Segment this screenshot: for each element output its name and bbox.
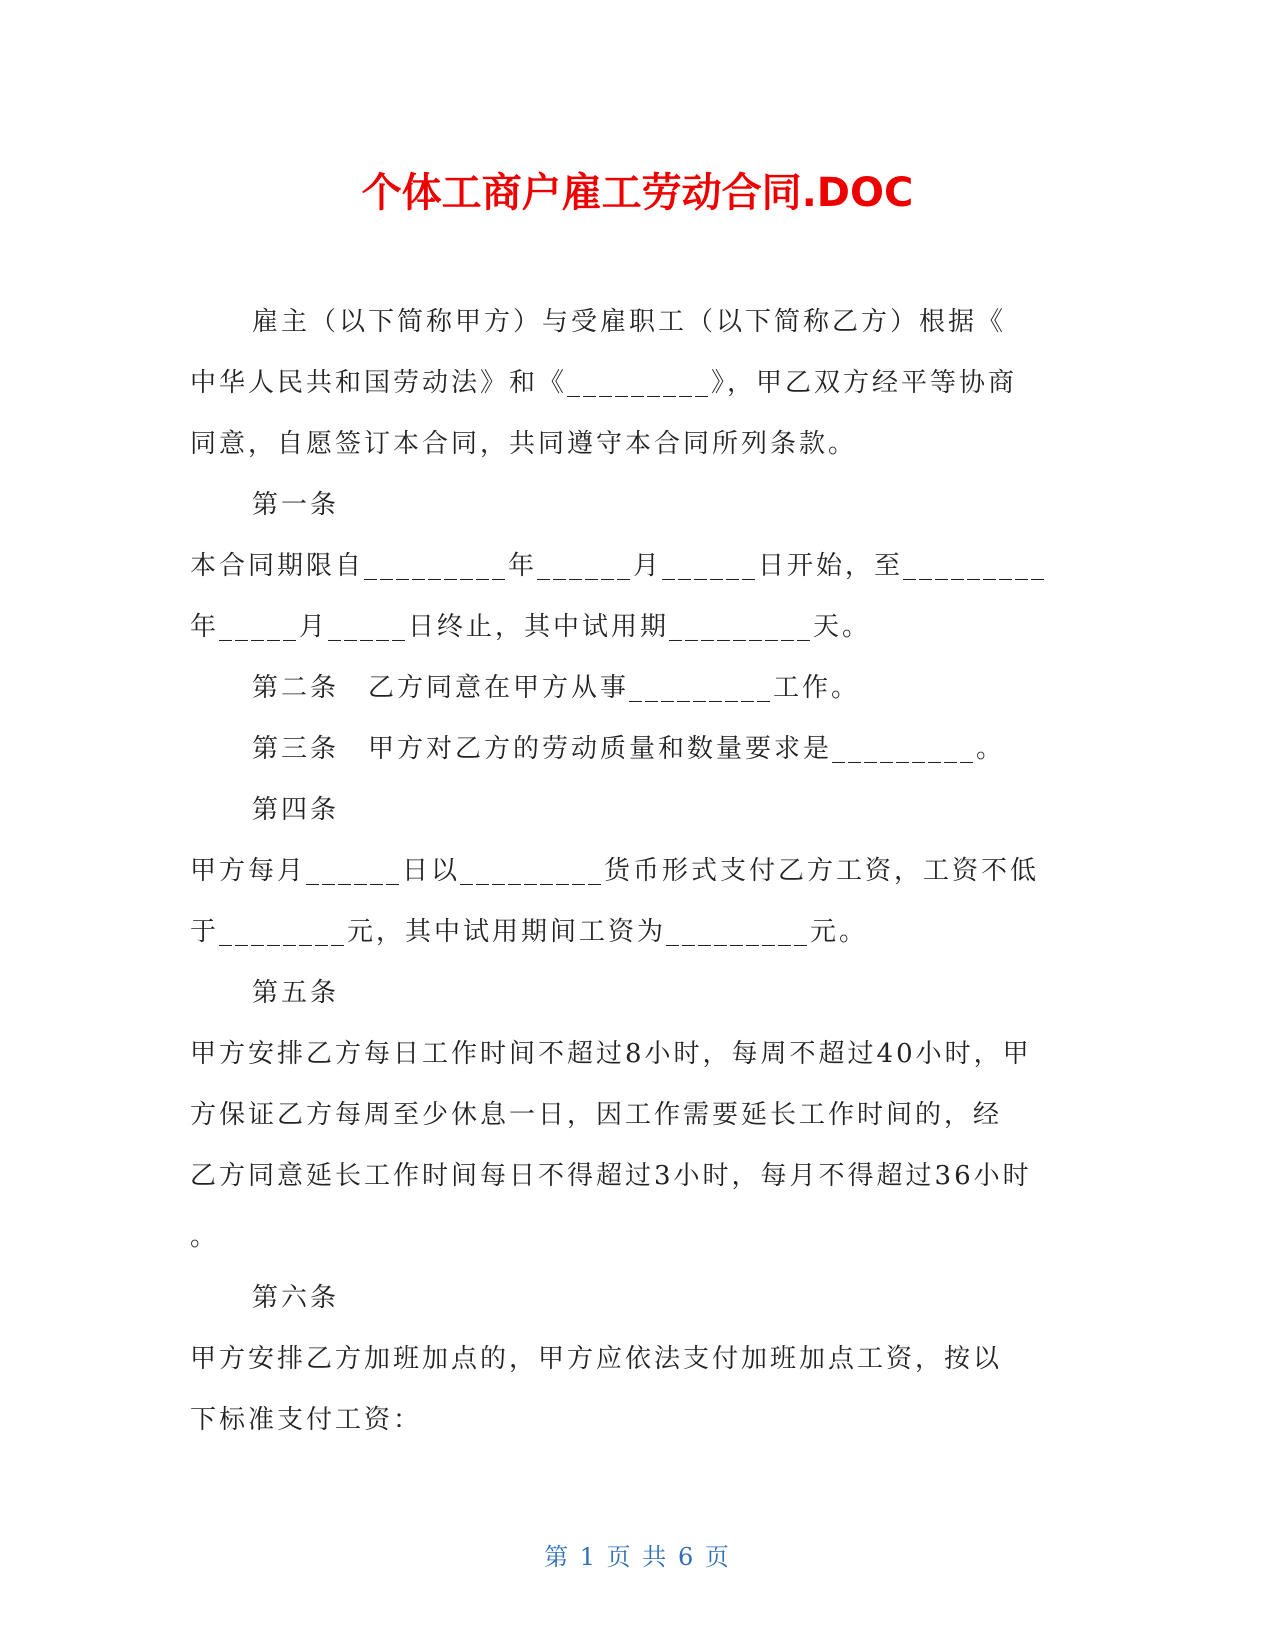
article-5-line-3: 乙方同意延长工作时间每日不得超过3小时，每月不得超过36小时 bbox=[190, 1161, 1032, 1191]
article-3: 第三条 甲方对乙方的劳动质量和数量要求是_________。 bbox=[252, 734, 1006, 764]
preamble-line-2: 中华人民共和国劳动法》和《_________》，甲乙双方经平等协商 bbox=[190, 368, 1018, 398]
article-1-heading: 第一条 bbox=[252, 490, 340, 520]
article-5-heading: 第五条 bbox=[252, 978, 340, 1008]
article-2: 第二条 乙方同意在甲方从事_________工作。 bbox=[252, 673, 861, 703]
article-4-line-2: 于________元，其中试用期间工资为_________元。 bbox=[190, 917, 869, 947]
document-body bbox=[190, 292, 1080, 1451]
article-4-line-1: 甲方每月______日以_________货币形式支付乙方工资，工资不低 bbox=[190, 856, 1040, 886]
article-1-line-1: 本合同期限自_________年______月______日开始，至_________ bbox=[190, 551, 1048, 581]
article-6-heading: 第六条 bbox=[252, 1283, 340, 1313]
article-4-heading: 第四条 bbox=[252, 795, 340, 825]
article-6-line-2: 下标准支付工资： bbox=[190, 1405, 423, 1435]
article-5-line-4: 。 bbox=[190, 1222, 220, 1252]
article-1-line-2: 年_____月_____日终止，其中试用期_________天。 bbox=[190, 612, 872, 642]
article-6-line-1: 甲方安排乙方加班加点的，甲方应依法支付加班加点工资，按以 bbox=[190, 1344, 1003, 1374]
preamble-line-3: 同意，自愿签订本合同，共同遵守本合同所列条款。 bbox=[190, 429, 858, 459]
article-5-line-1: 甲方安排乙方每日工作时间不超过8小时，每周不超过40小时，甲 bbox=[190, 1039, 1032, 1069]
document-title: 个体工商户雇工劳动合同.DOC bbox=[361, 170, 914, 216]
article-5-line-2: 方保证乙方每周至少休息一日，因工作需要延长工作时间的，经 bbox=[190, 1100, 1003, 1130]
preamble-line-1: 雇主（以下简称甲方）与受雇职工（以下简称乙方）根据《 bbox=[252, 307, 1007, 337]
page-number-footer: 第 1 页 共 6 页 bbox=[544, 1543, 731, 1571]
